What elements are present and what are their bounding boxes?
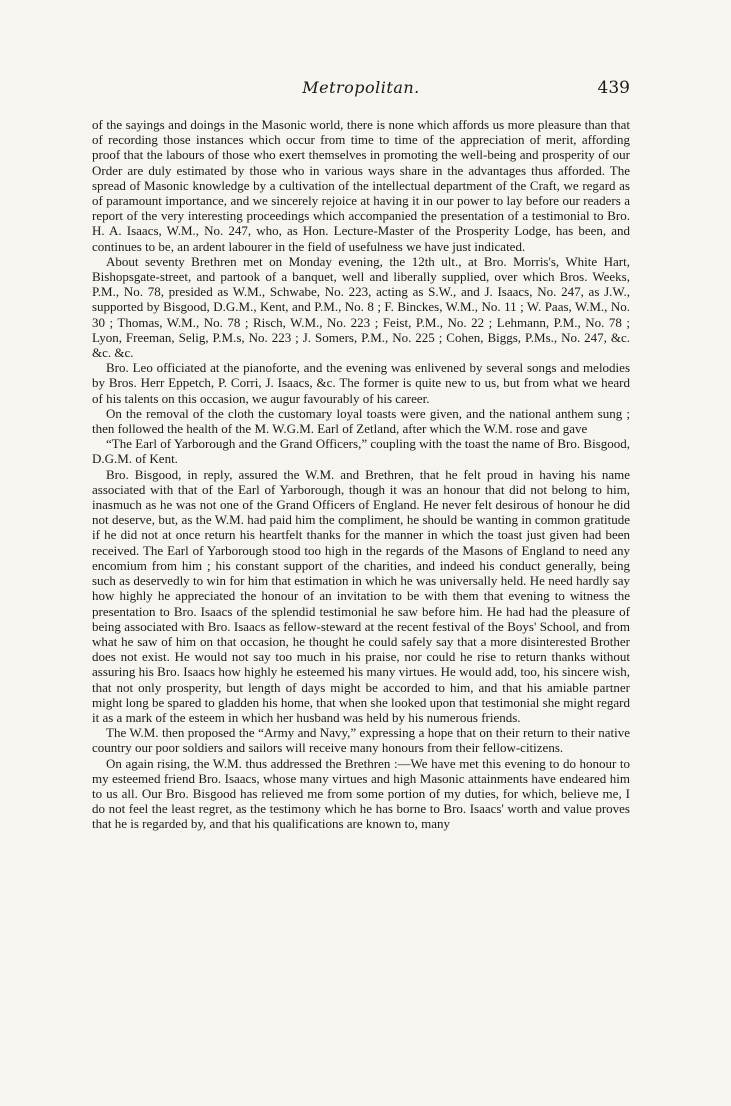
paragraph: On the removal of the cloth the customary loyal toasts were given, and the national anthem sung ; then followed the health of the M. W.G.M. Earl of Zetland, after which the W.M. rose and gave	[92, 405, 630, 437]
paragraph: Bro. Leo officiated at the pianoforte, and the evening was enlivened by several songs and melodies by Bros. Herr Eppetch, P. Corri, J. Isaacs, &c. The former is quite new to us, but from what we heard of his talents on this occasion, we augur favourably of his career.	[92, 360, 630, 406]
paragraph: “The Earl of Yarborough and the Grand Officers,” coupling with the toast the name of Bro. Bisgood, D.G.M. of Kent.	[92, 436, 630, 467]
page-number: 439	[597, 78, 630, 98]
page-header	[92, 78, 630, 102]
running-title: Metropolitan.	[302, 78, 420, 97]
paragraph: On again rising, the W.M. thus addressed the Brethren :—We have met this evening to do honour to my esteemed friend Bro. Isaacs, whose many virtues and high Masonic attainments have endeared him to us all. Our Bro. Bisgood has relieved me from some portion of my duties, for which, believe me, I do not feel the least regret, as the testimony which he has borne to Bro. Isaacs' worth and value proves that he is regarded by, and that his qualifications are known to, many	[92, 755, 630, 832]
paragraph: Bro. Bisgood, in reply, assured the W.M. and Brethren, that he felt proud in having his name associated with that of the Earl of Yarborough, though it was an honour that did not belong to him, inasmuch as he was not one of the Grand Officers of England. He never felt desirous of honour he did not deserve, but, as the W.M. had paid him the compliment, he should be wanting in common gratitude if he did not at once return his heartfelt thanks for the manner in which the toast just given had been received. The Earl of Yarborough stood too high in the regards of the Masons of England to need any encomium from him ; his constant support of the charities, and indeed his conduct generally, being such as deservedly to win for him that estimation in which he was universally held. He need hardly say how highly he appreciated the honour of an invitation to be with them that evening to witness the presentation to Bro. Isaacs of the splendid testimonial he saw before him. He had had the pleasure of being associated with Bro. Isaacs as fellow-steward at the recent festival of the Boys' School, and from what he saw of him on that occasion, he thought he could safely say that a more disinterested Brother does not exist. He would not say too much in his praise, nor could he rise to return thanks without assuring his Bro. Isaacs how highly he esteemed his many virtues. He would add, too, his sincere wish, that not only prosperity, but length of days might be accorded to him, and that his amiable partner might long be spared to gladden his home, that when she looked upon that testimonial she might regard it as a mark of the esteem in which her husband was held by his numerous friends.	[92, 466, 630, 725]
paragraph: About seventy Brethren met on Monday evening, the 12th ult., at Bro. Morris's, White Hart, Bishopsgate-street, and partook of a banquet, well and liberally supplied, over which Bros. Weeks, P.M., No. 78, presided as W.M., Schwabe, No. 223, acting as S.W., and J. Isaacs, No. 247, as J.W., supported by Bisgood, D.G.M., Kent, and P.M., No. 8 ; F. Binckes, W.M., No. 11 ; W. Paas, W.M., No. 30 ; Thomas, W.M., No. 78 ; Risch, W.M., No. 223 ; Feist, P.M., No. 22 ; Lehmann, P.M., No. 78 ; Lyon, Freeman, Selig, P.M.s, No. 223 ; J. Somers, P.M., No. 225 ; Cohen, Biggs, P.Ms., No. 247, &c. &c. &c.	[92, 253, 630, 361]
article-body	[92, 117, 630, 832]
paragraph: The W.M. then proposed the “Army and Navy,” expressing a hope that on their return to their native country our poor soldiers and sailors will receive many honours from their fellow-citizens.	[92, 725, 630, 756]
paragraph: of the sayings and doings in the Masonic world, there is none which affords us more pleasure than that of recording those instances which occur from time to time of the appreciation of merit, affording proof that the labours of those who exert themselves in promoting the well-being and prosperity of our Order are duly estimated by those who in various ways share in the advantages thus afforded. The spread of Masonic knowledge by a cultivation of the intellectual department of the Craft, we regard as of paramount importance, and we sincerely rejoice at having it in our power to lay before our readers a report of the very interesting proceedings which accompanied the presentation of a testimonial to Bro. H. A. Isaacs, W.M., No. 247, who, as Hon. Lecture-Master of the Prosperity Lodge, has been, and continues to be, an ardent labourer in the field of usefulness we have just indicated.	[92, 117, 630, 254]
